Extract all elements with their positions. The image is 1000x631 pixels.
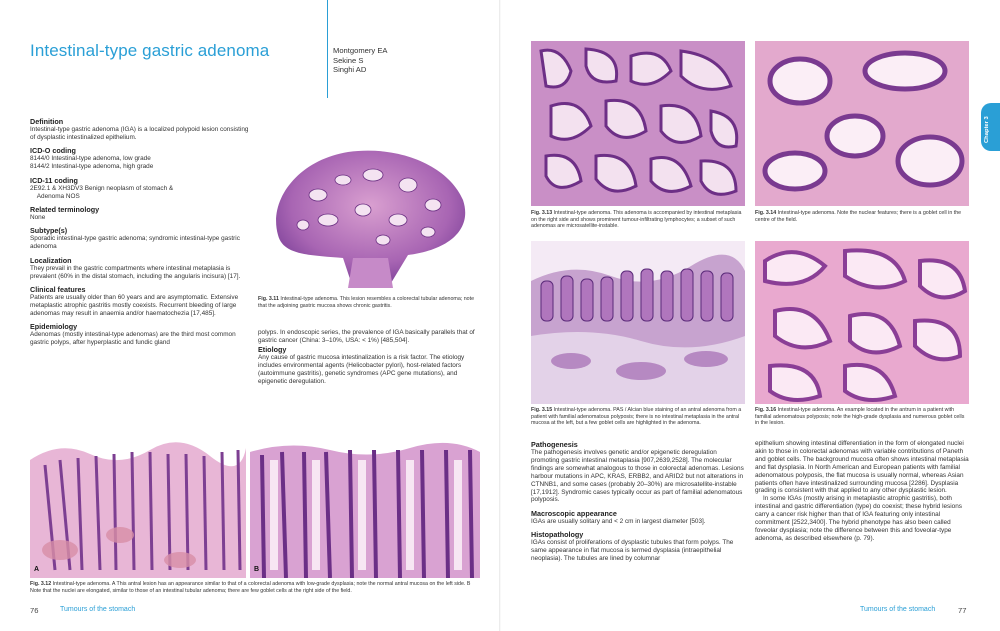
heading-subtypes: Subtype(s) xyxy=(30,226,68,236)
section-clinical xyxy=(30,285,250,318)
fig-3-11-text: Intestinal-type adenoma. This lesion resembles a colorectal tubular adenoma; note that the adjoining gastric mucosa shows chronic gastritis. xyxy=(258,296,475,309)
title-divider xyxy=(327,0,328,98)
epidemiology-continued: polyps. In endoscopic series, the prevalence of IGA basically parallels that of gastric cancer (China: 3–10%, USA: < 1%) [485,504]. xyxy=(258,329,475,344)
figure-3-14-caption xyxy=(755,210,969,223)
heading-icdo: ICD-O coding xyxy=(30,146,76,156)
text-clinical: Patients are usually older than 60 years and are asymptomatic. Extensive metaplastic atrophic gastritis mostly coexists. Recurrent bleeding of large adenomas may result in anaemia and/or haematochezia [17,485]. xyxy=(30,293,239,317)
page-number-right: 77 xyxy=(958,606,967,615)
section-histopathology xyxy=(531,530,745,563)
fig-3-12-label: Fig. 3.12 xyxy=(30,581,52,587)
text-subtypes: Sporadic intestinal-type gastric adenoma; syndromic intestinal-type gastric adenoma xyxy=(30,235,240,251)
section-macroscopic xyxy=(531,509,745,526)
heading-icd11: ICD-11 coding xyxy=(30,175,78,185)
figure-3-13-caption xyxy=(531,210,745,230)
right-column-1 xyxy=(531,440,745,563)
heading-localization: Localization xyxy=(30,255,72,265)
page-gutter xyxy=(499,0,501,631)
heading-histopathology: Histopathology xyxy=(531,530,584,540)
section-epidemiology xyxy=(30,322,250,347)
footer-left: Tumours of the stomach xyxy=(60,606,136,613)
figure-3-12-caption xyxy=(30,581,480,594)
text-epidemiology: Adenomas (mostly intestinal-type adenomas) are the third most common gastric polyps, after hyperplastic and fundic gland xyxy=(30,331,236,347)
fig-3-14-text: Intestinal-type adenoma. Note the nuclear features; there is a goblet cell in the centre of the field. xyxy=(755,210,962,223)
hybrid-lesions-text: In some IGAs (mostly arising in metaplastic atrophic gastritis), both intestinal and gastric differentiation (type) do coexist; these hybrid lesions carry a cancer risk higher than that of IGA featuring only intestinal commitment [2522,3400]. The hybrid phenotype has also been called foveolar dysplasia; note the difference between this and foveolar-type adenoma, as described elsewhere (p. 79). xyxy=(755,495,962,542)
heading-macroscopic: Macroscopic appearance xyxy=(531,508,617,518)
text-etiology: Any cause of gastric mucosa intestinalization is a risk factor. The etiology includes environmental agents (Helicobacter pylori), host-related factors (autoimmune gastritis), genetic syndromes (APC gene mutations), and epigenetic deregulation. xyxy=(258,353,465,385)
chapter-section-title: Intestinal-type gastric adenoma xyxy=(30,41,270,60)
figure-3-13-image xyxy=(531,41,745,206)
authors-list xyxy=(333,46,387,75)
author-3: Singhi AD xyxy=(333,65,367,75)
figure-3-16-caption xyxy=(755,407,969,427)
text-icd11: 2E92.1 & XH3DV3 Benign neoplasm of stomach & Adenoma NOS xyxy=(30,184,174,200)
fig-3-11-label: Fig. 3.11 xyxy=(258,296,279,302)
footer-right: Tumours of the stomach xyxy=(860,606,936,613)
right-column-2 xyxy=(755,440,969,543)
section-localization xyxy=(30,256,250,281)
heading-epidemiology: Epidemiology xyxy=(30,322,78,332)
figure-3-15-caption xyxy=(531,407,745,427)
text-pathogenesis: The pathogenesis involves genetic and/or epigenetic deregulation promoting gastric intestinal metaplasia [907,2639,2528]. The molecular findings are somewhat analogous to those in colorectal adenomas. Lesions harbour mutations in APC, KRAS, ERBB2, and ARID2 but not alterations in CTNNB1, and some cases (probably 20–30%) are microsatellite-instable [17,1912]. Syndromic cases typically occur as part of familial adenomatous polyposis. xyxy=(531,449,744,504)
heading-clinical: Clinical features xyxy=(30,284,86,294)
section-icdo xyxy=(30,146,250,171)
fig-3-14-label: Fig. 3.14 xyxy=(755,210,777,216)
heading-terminology: Related terminology xyxy=(30,204,100,214)
text-definition: Intestinal-type gastric adenoma (IGA) is a localized polypoid lesion consisting of dysplastic intestinalized epithelium. xyxy=(30,126,249,141)
section-pathogenesis xyxy=(531,440,745,504)
fig-3-15-label: Fig. 3.15 xyxy=(531,407,553,413)
heading-definition: Definition xyxy=(30,117,64,126)
section-icd11 xyxy=(30,176,250,201)
text-macroscopic: IGAs are usually solitary and < 2 cm in largest diameter [503]. xyxy=(531,517,706,525)
panel-label-b: B xyxy=(254,566,260,573)
section-terminology xyxy=(30,205,250,222)
figure-3-15-image xyxy=(531,241,745,404)
figure-3-12b-image xyxy=(250,440,480,578)
page-number-left: 76 xyxy=(30,606,39,615)
text-terminology: None xyxy=(30,213,46,221)
chapter-tab[interactable] xyxy=(981,103,1000,151)
figure-3-16-image xyxy=(755,241,969,404)
fig-3-13-text: Intestinal-type adenoma. This adenoma is accompanied by intestinal metaplasia on the right side and shows prominent tumour-infiltrating lymphocytes; a subset of such adenomas are microsatellite-instable. xyxy=(531,210,742,230)
heading-pathogenesis: Pathogenesis xyxy=(531,440,578,449)
figure-3-11-caption xyxy=(258,296,480,309)
histopathology-continued: epithelium showing intestinal differentiation in the form of elongated nuclei akin to those in colorectal adenomas with variable contributions of Paneth and goblet cells. The background mucosa often shows intestinal metaplasia and flat dysplasia. In North American and European patients with familial adenomatous polyposis, the flat mucosa is usually normal, whereas Asian patients often have intestinalized surrounding mucosa [2286]. Dysplasia grading is consistent with that applied to any other dysplastic lesion. xyxy=(755,440,969,495)
text-histopathology: IGAs consist of proliferations of dysplastic tubules that form polyps. The same appearance in flat mucosa is termed dysplasia (intraepithelial neoplasia). The tubules are lined by columnar xyxy=(531,539,734,563)
fig-3-16-text: Intestinal-type adenoma. An example located in the antrum in a patient with familial adenomatous polyposis; note the high-grade dysplasia and numerous goblet cells in the lesion. xyxy=(755,407,965,427)
fig-3-12-text: Intestinal-type adenoma. A This antral lesion has an appearance similar to that of a colorectal adenoma with low-grade dysplasia; note the normal antral mucosa on the left side. B Note that the nuclei are elongated, similar to those of an intestinal tubular adenoma; there are few goblet cells at the right side of the field. xyxy=(30,581,471,594)
left-column-1 xyxy=(30,117,250,352)
author-2: Sekine S xyxy=(333,55,364,65)
fig-3-15-text: Intestinal-type adenoma. PAS / Alcian blue staining of an antral adenoma from a patient with familial adenomatous polyposis; there is no intestinal metaplasia in the antral mucosa at the left, but a few goblet cells are highlighted in the adenoma. xyxy=(531,407,742,427)
panel-label-a: A xyxy=(34,566,40,573)
fig-3-13-label: Fig. 3.13 xyxy=(531,210,553,216)
figure-3-14-image xyxy=(755,41,969,206)
section-definition xyxy=(30,117,250,142)
fig-3-16-label: Fig. 3.16 xyxy=(755,407,777,413)
text-localization: They prevail in the gastric compartments where intestinal metaplasia is prevalent (60% in the distal stomach, including the angularis incisura) [17]. xyxy=(30,264,241,280)
author-1: Montgomery EA xyxy=(333,46,388,55)
figure-3-11-image xyxy=(258,140,480,288)
figure-3-12a-image xyxy=(30,440,246,578)
left-column-2 xyxy=(258,329,480,385)
heading-etiology: Etiology xyxy=(258,344,287,354)
text-icdo: 8144/0 Intestinal-type adenoma, low grade 8144/2 Intestinal-type adenoma, high grade xyxy=(30,155,154,171)
chapter-tab-label: Chapter 3 xyxy=(984,116,990,143)
section-subtypes xyxy=(30,226,250,251)
